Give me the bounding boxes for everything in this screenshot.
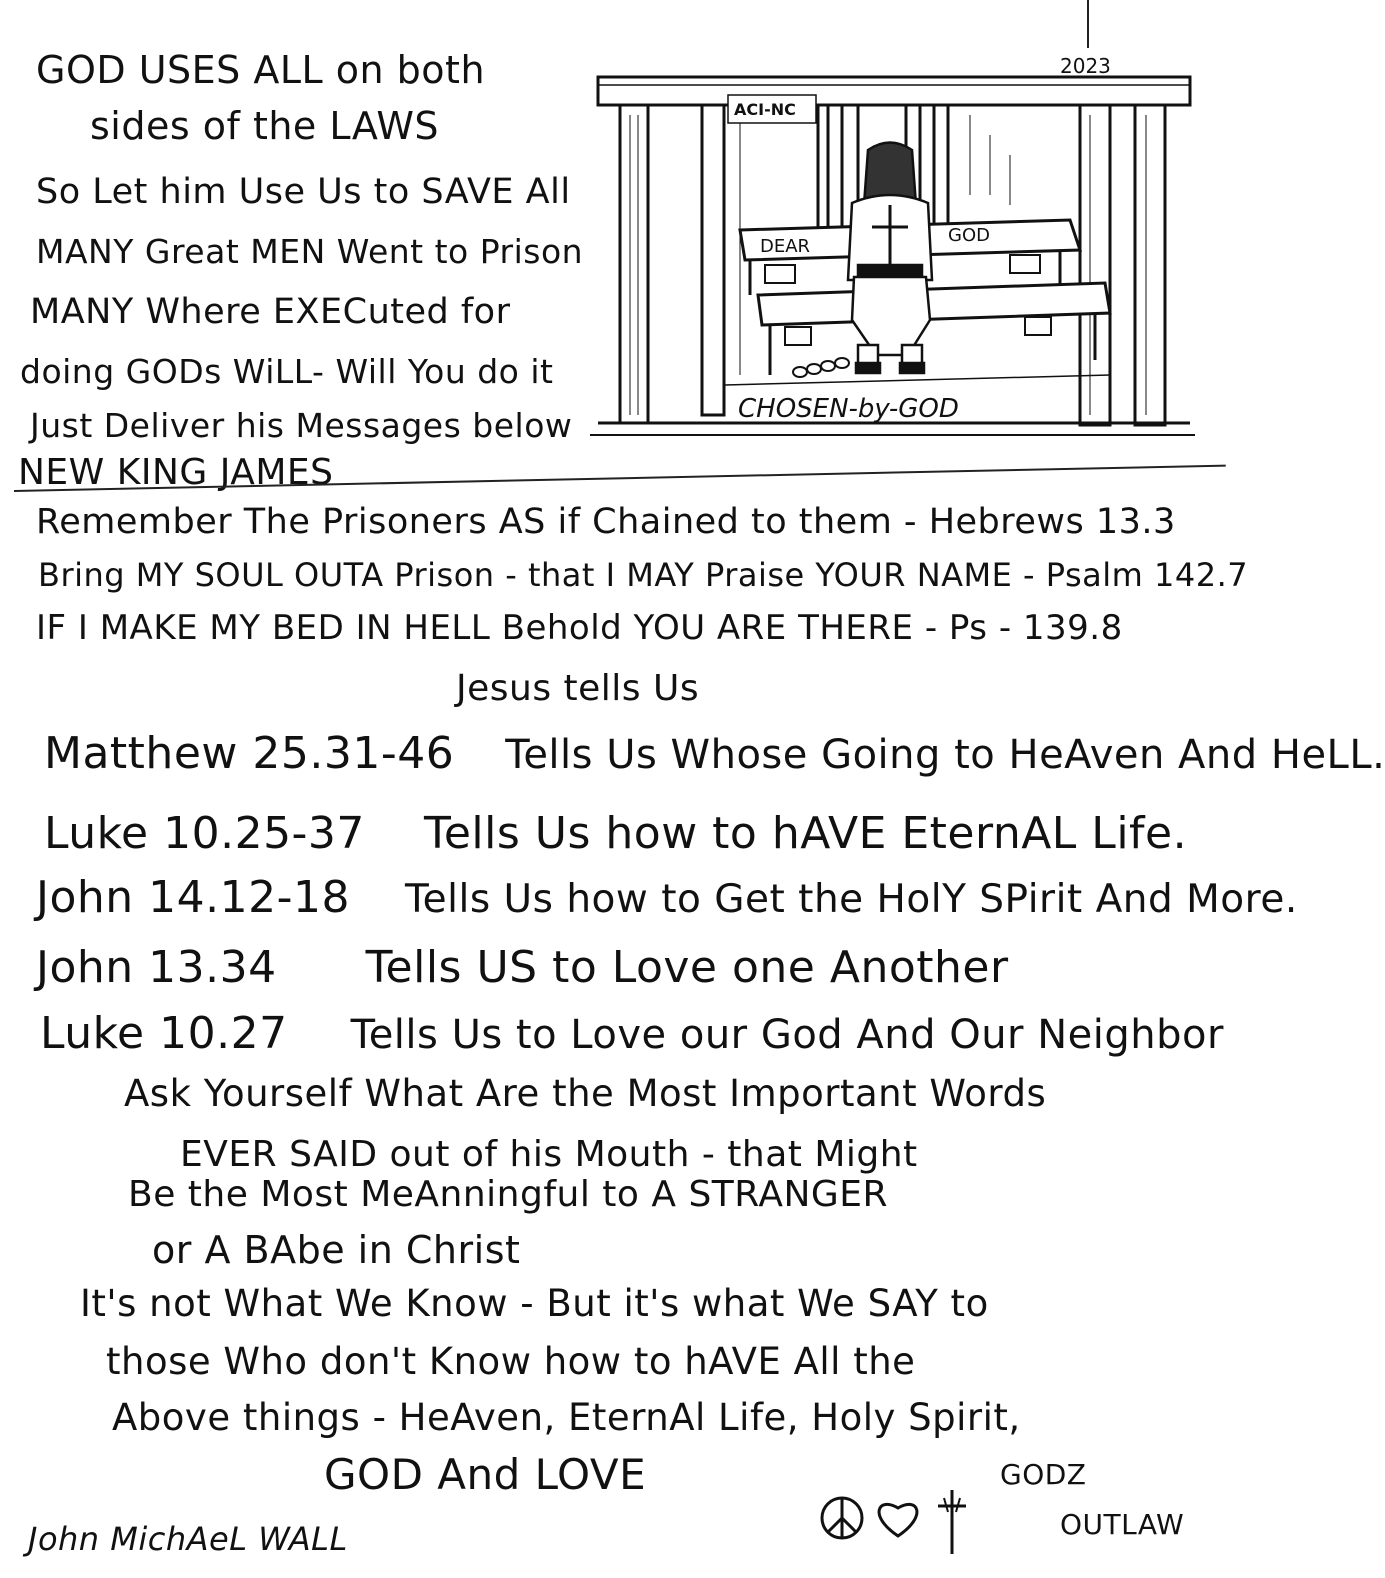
verse-item-john-13: [36, 942, 1009, 993]
closing-line-1: Ask Yourself What Are the Most Important Words: [124, 1072, 1047, 1115]
closing-line-6: those Who don't Know how to hAVE All the: [106, 1340, 916, 1383]
closing-line-4: or A BAbe in Christ: [152, 1228, 521, 1272]
tag-line-2: OUTLAW: [1060, 1508, 1185, 1541]
verse-text: Tells Us to Love our God And Our Neighbor: [350, 1012, 1224, 1058]
reference-psalm-142: Bring MY SOUL OUTA Prison - that I MAY Praise YOUR NAME - Psalm 142.7: [38, 556, 1249, 594]
drawing-caption: CHOSEN-by-GOD: [738, 394, 959, 424]
verse-text: Tells Us Whose Going to HeAven And HeLL.: [505, 732, 1385, 778]
cross-icon: [938, 1490, 966, 1554]
reference-hebrews: Remember The Prisoners AS if Chained to them - Hebrews 13.3: [36, 502, 1176, 542]
verse-ref: Luke 10.25-37: [44, 808, 365, 859]
jesus-heading: Jesus tells Us: [456, 668, 700, 709]
closing-line-7: Above things - HeAven, EternAl Life, Holy Spirit,: [112, 1396, 1021, 1439]
verse-ref: Luke 10.27: [40, 1008, 288, 1059]
verse-text: Tells Us how to Get the HolY SPirit And More.: [404, 877, 1298, 922]
verse-item-matthew: [44, 728, 1385, 779]
translation-label: NEW KING JAMES: [18, 452, 334, 493]
closing-line-3: Be the Most MeAnningful to A STRANGER: [128, 1174, 889, 1215]
verse-ref: John 13.34: [36, 942, 277, 993]
intro-line-2: sides of the LAWS: [90, 104, 440, 148]
top-edge-line: [1087, 0, 1089, 48]
bench-left-label: DEAR: [760, 236, 811, 257]
verse-text: Tells US to Love one Another: [365, 942, 1009, 993]
intro-line-7: Just Deliver his Messages below: [30, 406, 573, 445]
intro-line-4: MANY Great MEN Went to Prison: [36, 232, 584, 271]
prison-chapel-sketch: [590, 55, 1195, 440]
verse-item-luke-10-27: [40, 1008, 1224, 1059]
reference-psalm-139: IF I MAKE MY BED IN HELL Behold YOU ARE THERE - Ps - 139.8: [36, 608, 1123, 648]
verse-item-luke-10-25: [44, 808, 1187, 859]
bench-right-label: GOD: [948, 225, 990, 246]
heart-icon: [879, 1504, 917, 1536]
closing-line-5: It's not What We Know - But it's what We SAY to: [80, 1282, 989, 1325]
tag-line-1: GODZ: [1000, 1458, 1087, 1491]
verse-item-john-14: [36, 872, 1298, 923]
closing-line-8: GOD And LOVE: [324, 1450, 647, 1499]
verse-text: Tells Us how to hAVE EternAL Life.: [423, 808, 1188, 859]
intro-line-1: GOD USES ALL on both: [36, 48, 486, 92]
closing-line-2: EVER SAID out of his Mouth - that Might: [180, 1134, 918, 1175]
peace-icon: [822, 1498, 862, 1538]
author-signature: John MichAeL WALL: [28, 1520, 348, 1558]
intro-line-3: So Let him Use Us to SAVE All: [36, 172, 571, 212]
drawing-year: 2023: [1060, 54, 1111, 78]
verse-ref: John 14.12-18: [36, 872, 350, 923]
intro-line-6: doing GODs WiLL- Will You do it: [20, 352, 554, 391]
verse-ref: Matthew 25.31-46: [44, 728, 455, 779]
symbols-group: [810, 1478, 1000, 1558]
drawing-sign: ACI-NC: [734, 100, 796, 119]
intro-line-5: MANY Where EXECuted for: [30, 292, 511, 332]
